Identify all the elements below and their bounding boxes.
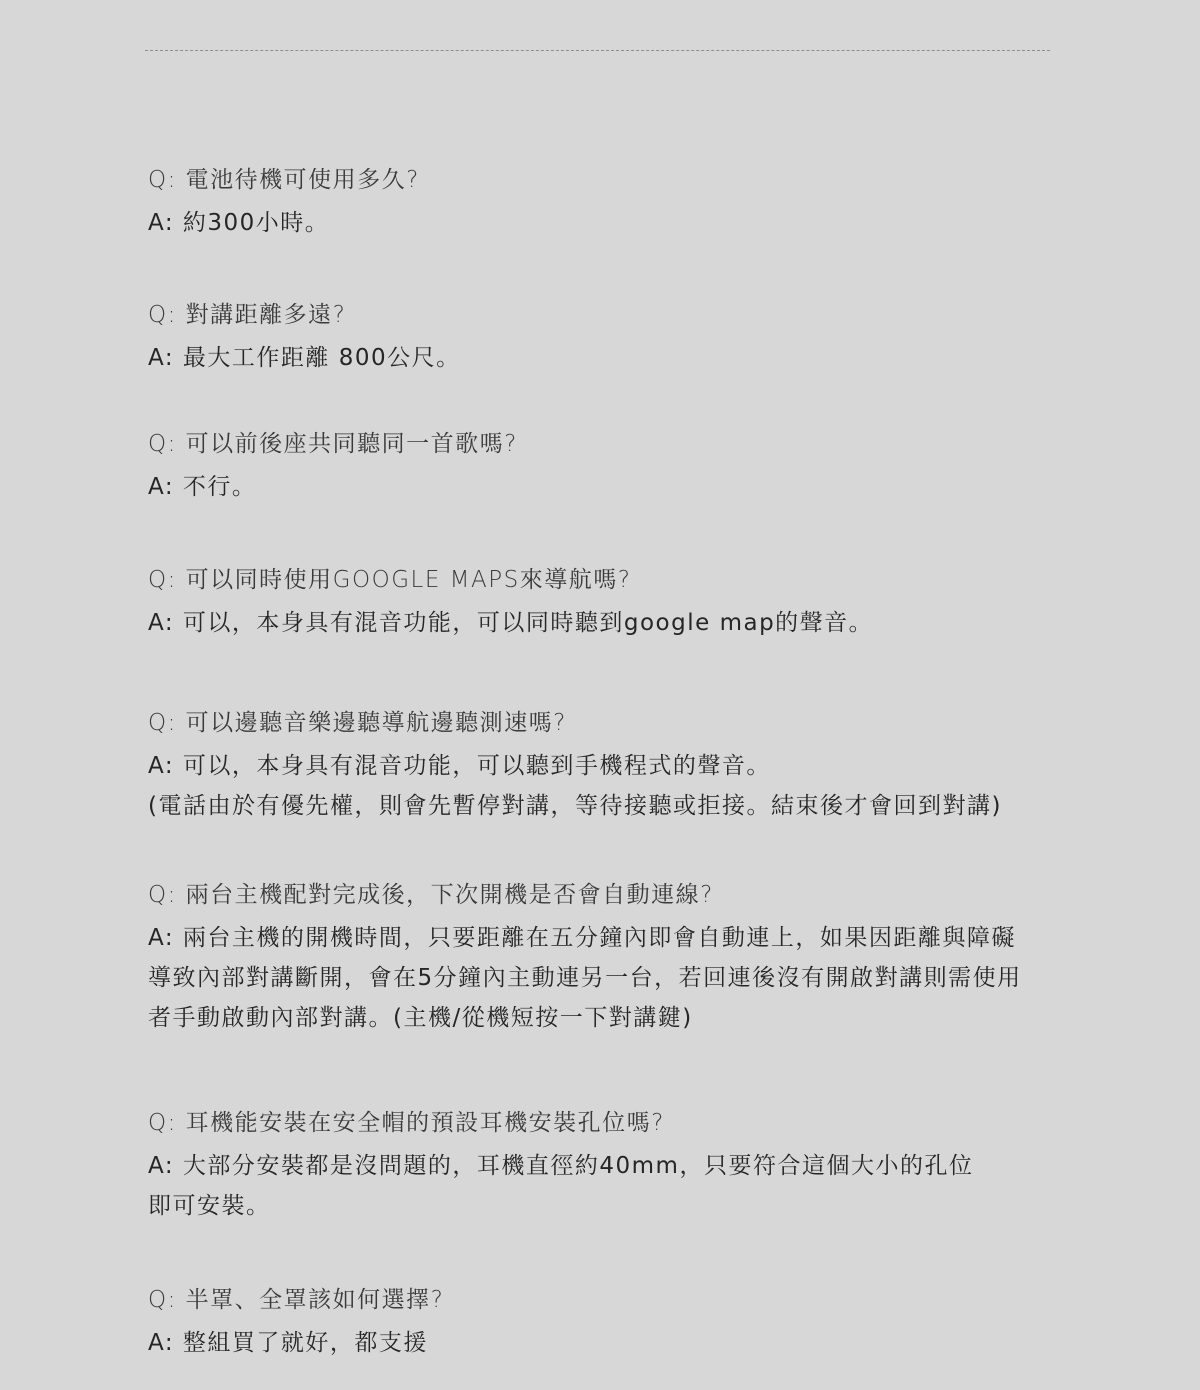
faq-answer (148, 746, 1088, 826)
faq-answer-line: 導致內部對講斷開，會在5分鐘內主動連另一台，若回連後沒有開啟對講則需使用 (148, 965, 1022, 991)
faq-answer (148, 918, 1088, 1038)
faq-answer (148, 203, 1088, 243)
faq-question: Q: 電池待機可使用多久? (148, 167, 420, 193)
faq-question: Q: 兩台主機配對完成後，下次開機是否會自動連線? (148, 882, 714, 908)
faq-question: Q: 可以前後座共同聽同一首歌嗎? (148, 431, 518, 457)
faq-item-google-maps (148, 565, 1088, 643)
faq-answer-line: A: 兩台主機的開機時間，只要距離在五分鐘內即會自動連上，如果因距離與障礙 (148, 925, 1016, 951)
faq-question: Q: 對講距離多遠? (148, 302, 347, 328)
faq-item-helmet-install (148, 1108, 1088, 1226)
faq-answer-line: A: 大部分安裝都是沒問題的，耳機直徑約40mm，只要符合這個大小的孔位 (148, 1153, 974, 1179)
faq-question: Q: 半罩、全罩該如何選擇? (148, 1287, 445, 1313)
faq-answer-line: 者手動啟動內部對講。(主機/從機短按一下對講鍵) (148, 1005, 693, 1031)
faq-answer-line: A: 不行。 (148, 474, 257, 500)
faq-item-battery (148, 165, 1088, 243)
faq-answer-line: A: 最大工作距離 800公尺。 (148, 345, 461, 371)
dashed-divider (145, 50, 1050, 51)
faq-item-auto-connect (148, 880, 1088, 1038)
faq-answer (148, 1323, 1088, 1363)
faq-answer (148, 338, 1088, 378)
faq-question: Q: 耳機能安裝在安全帽的預設耳機安裝孔位嗎? (148, 1110, 665, 1136)
faq-answer-line: A: 可以，本身具有混音功能，可以同時聽到google map的聲音。 (148, 610, 874, 636)
faq-item-shared-music (148, 429, 1088, 507)
faq-answer (148, 603, 1088, 643)
faq-item-mixed-audio (148, 708, 1088, 826)
faq-answer (148, 1146, 1088, 1226)
faq-item-intercom-range (148, 300, 1088, 378)
faq-answer-line: 即可安裝。 (148, 1193, 271, 1219)
faq-answer-line: A: 可以，本身具有混音功能，可以聽到手機程式的聲音。 (148, 753, 771, 779)
faq-answer-line: (電話由於有優先權，則會先暫停對講，等待接聽或拒接。結束後才會回到對講) (148, 793, 1002, 819)
faq-answer-line: A: 約300小時。 (148, 210, 330, 236)
faq-answer (148, 467, 1088, 507)
faq-question: Q: 可以同時使用GOOGLE MAPS來導航嗎? (148, 567, 632, 593)
faq-question: Q: 可以邊聽音樂邊聽導航邊聽測速嗎? (148, 710, 567, 736)
faq-item-helmet-type (148, 1285, 1088, 1363)
faq-answer-line: A: 整組買了就好，都支援 (148, 1330, 428, 1356)
